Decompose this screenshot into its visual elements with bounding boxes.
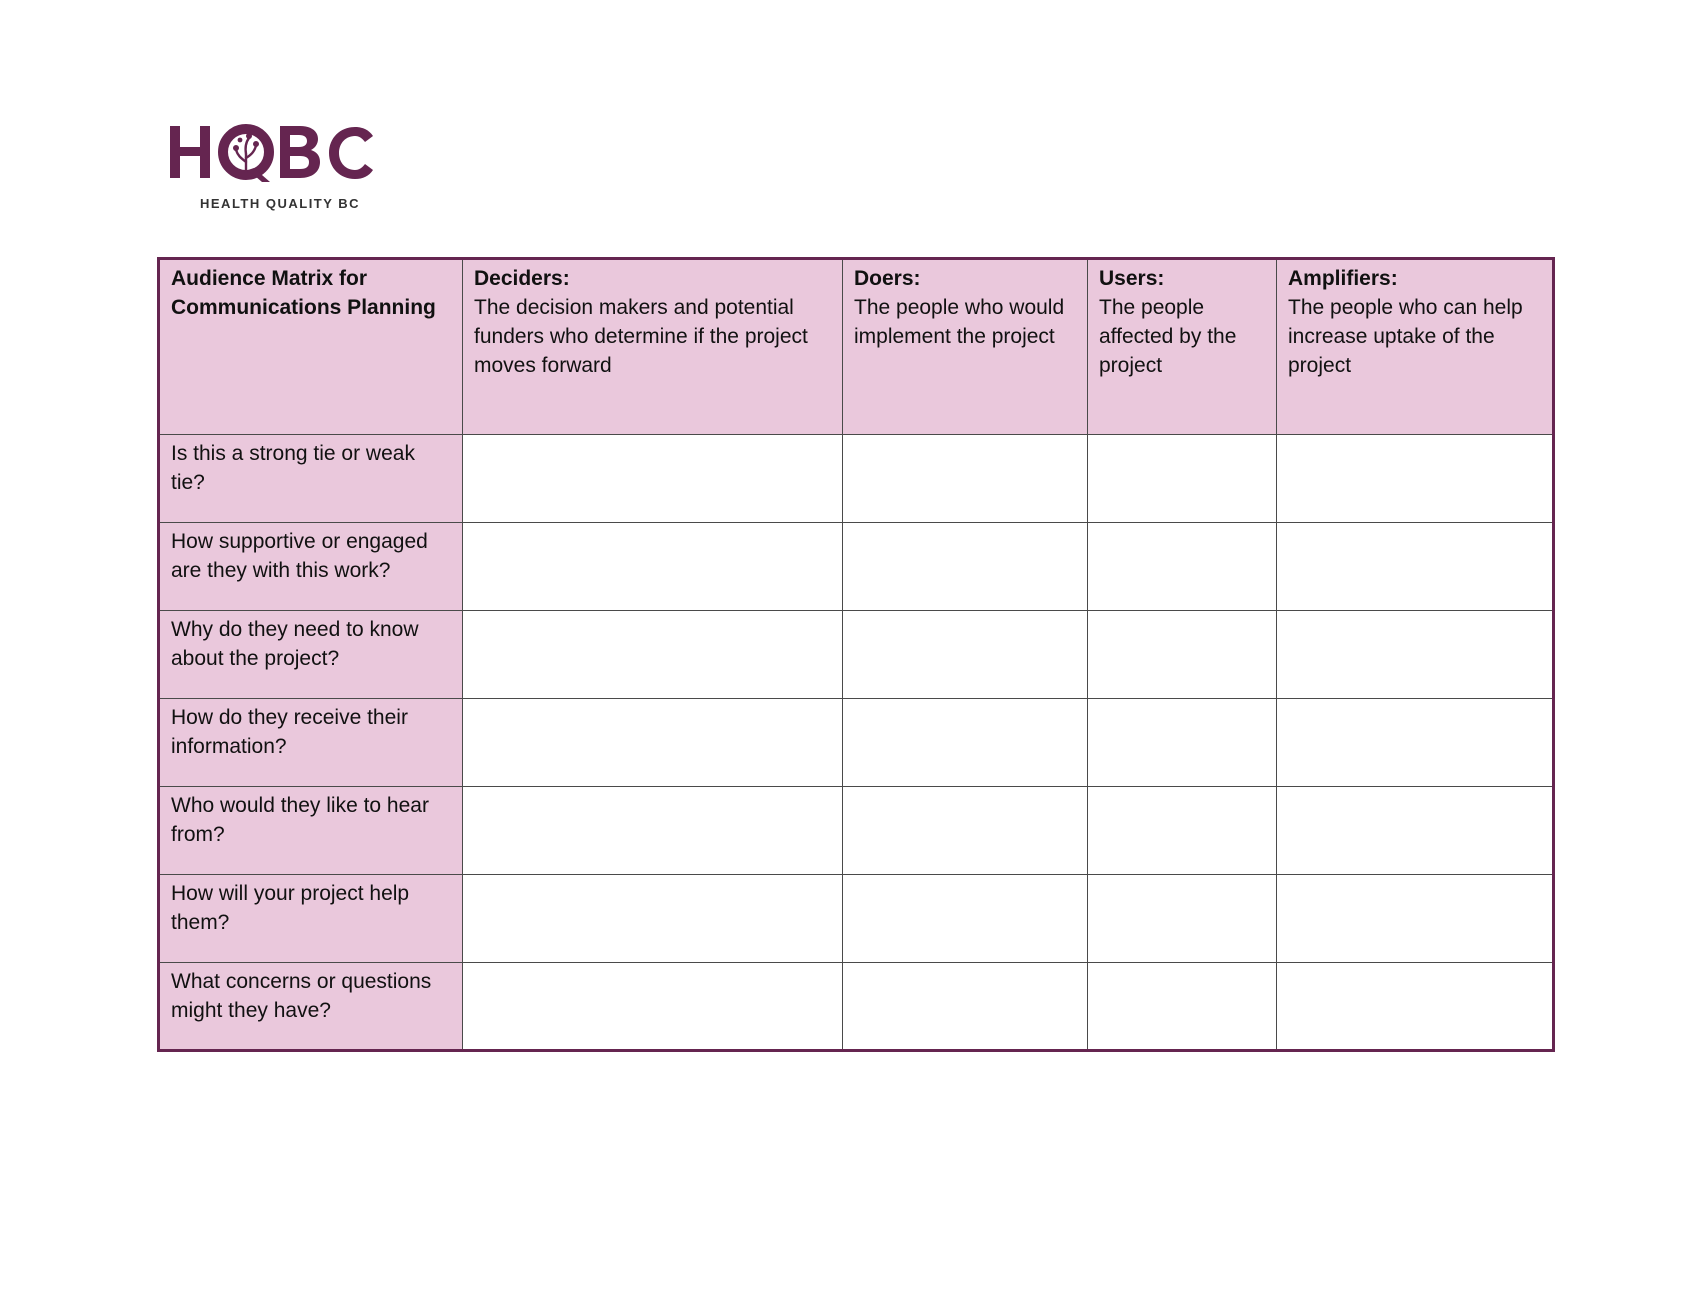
doers-answer-cell[interactable] xyxy=(843,875,1088,963)
row-question: Who would they like to hear from? xyxy=(159,787,463,875)
logo-wordmark xyxy=(170,126,373,182)
users-answer-cell[interactable] xyxy=(1088,435,1277,523)
deciders-answer-cell[interactable] xyxy=(463,875,843,963)
doers-answer-cell[interactable] xyxy=(843,699,1088,787)
table-row xyxy=(159,611,1554,699)
table-row xyxy=(159,435,1554,523)
amplifiers-answer-cell[interactable] xyxy=(1277,963,1554,1051)
users-answer-cell[interactable] xyxy=(1088,611,1277,699)
users-answer-cell[interactable] xyxy=(1088,787,1277,875)
doers-answer-cell[interactable] xyxy=(843,611,1088,699)
column-heading: Users: xyxy=(1099,267,1165,290)
table-row xyxy=(159,699,1554,787)
column-description: The decision makers and potential funders who determine if the project moves forward xyxy=(474,296,808,377)
column-heading: Amplifiers: xyxy=(1288,267,1398,290)
row-question: What concerns or questions might they have? xyxy=(159,963,463,1051)
audience-matrix-table xyxy=(157,257,1555,1052)
deciders-answer-cell[interactable] xyxy=(463,963,843,1051)
row-question: How will your project help them? xyxy=(159,875,463,963)
hqbc-logo xyxy=(166,112,382,216)
matrix-title: Audience Matrix for Communications Planning xyxy=(171,267,436,319)
column-header-deciders xyxy=(463,259,843,435)
users-answer-cell[interactable] xyxy=(1088,523,1277,611)
doers-answer-cell[interactable] xyxy=(843,523,1088,611)
deciders-answer-cell[interactable] xyxy=(463,699,843,787)
row-question: Why do they need to know about the project? xyxy=(159,611,463,699)
doers-answer-cell[interactable] xyxy=(843,963,1088,1051)
table-row xyxy=(159,963,1554,1051)
deciders-answer-cell[interactable] xyxy=(463,611,843,699)
amplifiers-answer-cell[interactable] xyxy=(1277,875,1554,963)
doers-answer-cell[interactable] xyxy=(843,787,1088,875)
logo-tagline: HEALTH QUALITY BC xyxy=(200,196,361,211)
amplifiers-answer-cell[interactable] xyxy=(1277,435,1554,523)
column-header-users xyxy=(1088,259,1277,435)
row-question: How supportive or engaged are they with this work? xyxy=(159,523,463,611)
users-answer-cell[interactable] xyxy=(1088,875,1277,963)
row-question: Is this a strong tie or weak tie? xyxy=(159,435,463,523)
tree-icon xyxy=(233,133,259,172)
column-description: The people who can help increase uptake of the project xyxy=(1288,296,1523,377)
column-description: The people affected by the project xyxy=(1099,296,1237,377)
column-heading: Deciders: xyxy=(474,267,570,290)
users-answer-cell[interactable] xyxy=(1088,699,1277,787)
column-header-doers xyxy=(843,259,1088,435)
doers-answer-cell[interactable] xyxy=(843,435,1088,523)
header-row xyxy=(159,259,1554,435)
deciders-answer-cell[interactable] xyxy=(463,523,843,611)
corner-title-cell xyxy=(159,259,463,435)
table-row xyxy=(159,787,1554,875)
deciders-answer-cell[interactable] xyxy=(463,435,843,523)
deciders-answer-cell[interactable] xyxy=(463,787,843,875)
column-heading: Doers: xyxy=(854,267,921,290)
users-answer-cell[interactable] xyxy=(1088,963,1277,1051)
amplifiers-answer-cell[interactable] xyxy=(1277,787,1554,875)
amplifiers-answer-cell[interactable] xyxy=(1277,611,1554,699)
row-question: How do they receive their information? xyxy=(159,699,463,787)
column-header-amplifiers xyxy=(1277,259,1554,435)
column-description: The people who would implement the project xyxy=(854,296,1065,348)
table-row xyxy=(159,523,1554,611)
amplifiers-answer-cell[interactable] xyxy=(1277,523,1554,611)
amplifiers-answer-cell[interactable] xyxy=(1277,699,1554,787)
table-row xyxy=(159,875,1554,963)
